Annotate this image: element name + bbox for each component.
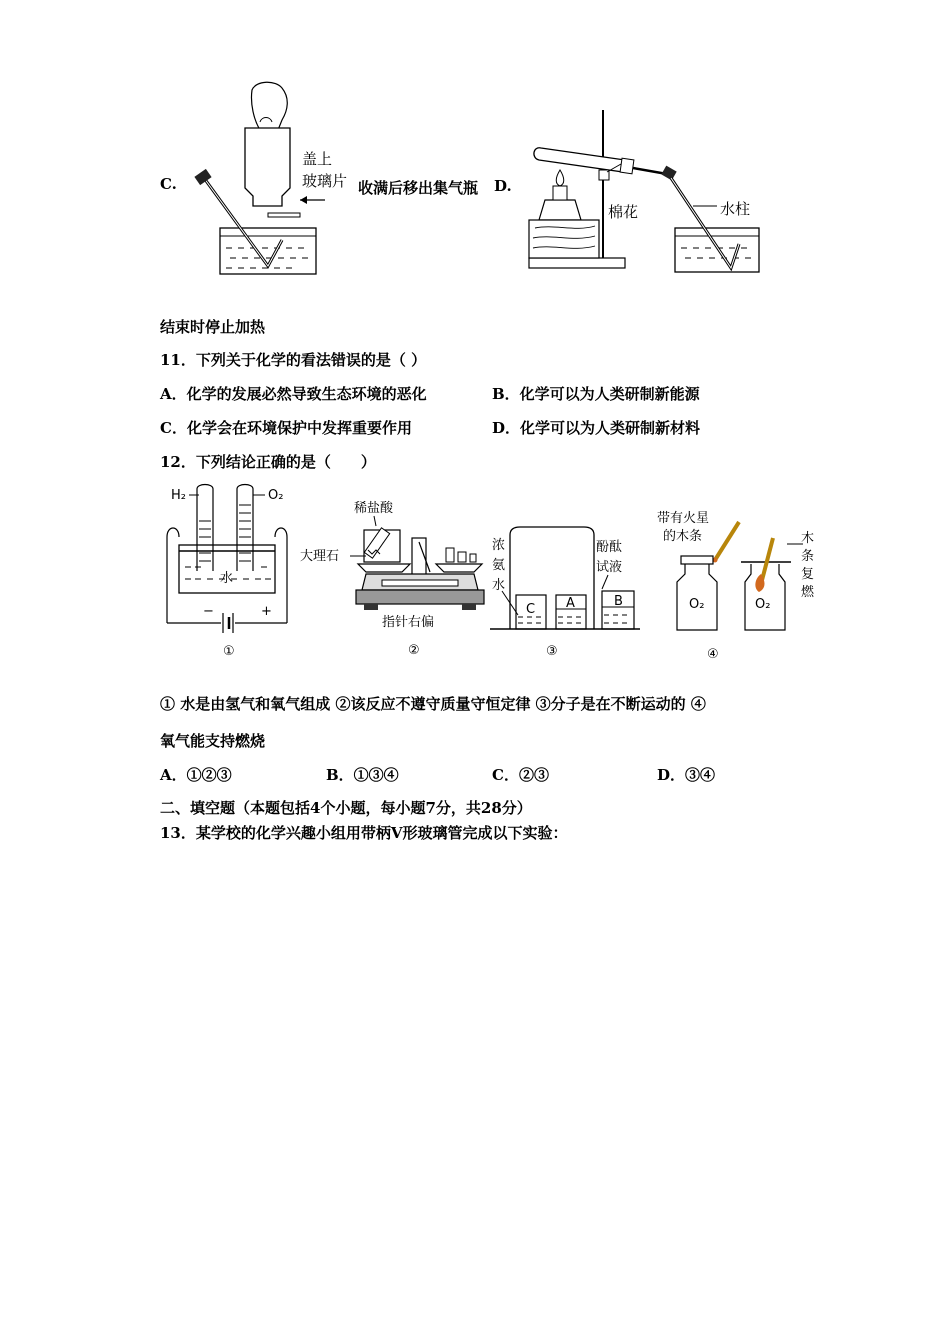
q11-option-d: D．化学可以为人类研制新材料 bbox=[492, 419, 701, 437]
figure-3-diffusion bbox=[490, 525, 640, 660]
section-2-heading: 二、填空题（本题包括4个小题，每小题7分，共28分） bbox=[160, 799, 532, 817]
fig3-c: C bbox=[526, 602, 536, 617]
q12-stem: 12．下列结论正确的是（ ） bbox=[160, 453, 376, 471]
fig3-ammonia-3: 水 bbox=[492, 578, 506, 593]
fig3-b: B bbox=[614, 594, 623, 609]
caption-collect: 收满后移出集气瓶 bbox=[358, 179, 479, 197]
glass-plate bbox=[268, 213, 300, 217]
q12-option-d: D．③④ bbox=[657, 766, 716, 784]
figure-d-heat-tube bbox=[525, 110, 765, 275]
q11-option-c: C．化学会在环境保护中发挥重要作用 bbox=[160, 419, 412, 437]
fig4-o2-left: O₂ bbox=[689, 597, 705, 612]
hand-icon bbox=[251, 82, 287, 130]
fig4-relight-2: 条 bbox=[801, 549, 815, 564]
label-cover: 盖上 bbox=[302, 150, 333, 168]
fig1-water-label: 水 bbox=[220, 571, 234, 586]
option-c-letter: C. bbox=[160, 175, 177, 193]
fig3-phenol-1: 酚酞 bbox=[596, 540, 623, 555]
fig4-relight-4: 燃 bbox=[801, 585, 815, 600]
fig1-minus: − bbox=[203, 604, 214, 619]
label-water-column: 水柱 bbox=[720, 200, 751, 218]
fig3-number: ③ bbox=[546, 644, 558, 659]
q11-stem: 11．下列关于化学的看法错误的是（ ） bbox=[160, 351, 427, 369]
fig4-o2-right: O₂ bbox=[755, 597, 771, 612]
q12-option-a: A．①②③ bbox=[160, 766, 232, 784]
fig1-h2-label: H₂ bbox=[171, 488, 186, 503]
q12-option-c: C．②③ bbox=[492, 766, 549, 784]
wooden-splint bbox=[715, 522, 739, 560]
fig4-stick-1: 带有火星 bbox=[657, 511, 710, 526]
q11-option-a: A．化学的发展必然导致生态环境的恶化 bbox=[160, 385, 427, 403]
fig2-number: ② bbox=[408, 643, 420, 658]
option-d-letter: D. bbox=[494, 177, 512, 195]
fig3-phenol-2: 试液 bbox=[596, 560, 623, 575]
fig3-ammonia-2: 氨 bbox=[492, 558, 506, 573]
fig2-marble-label: 大理石 bbox=[300, 549, 340, 564]
fig4-number: ④ bbox=[707, 647, 719, 662]
figure-1-electrolysis bbox=[165, 485, 295, 660]
gas-jar bbox=[245, 128, 290, 206]
fig2-caption: 指针右偏 bbox=[382, 615, 435, 630]
q11-option-b: B．化学可以为人类研制新能源 bbox=[492, 385, 700, 403]
fig3-ammonia-1: 浓 bbox=[492, 538, 506, 553]
wooden-splint-lit bbox=[761, 538, 773, 584]
q12-statement-line2: 氧气能支持燃烧 bbox=[160, 732, 266, 750]
fig2-acid-label: 稀盐酸 bbox=[354, 501, 394, 516]
test-tube bbox=[534, 148, 625, 172]
label-cotton: 棉花 bbox=[608, 203, 639, 221]
water-trough-d bbox=[675, 228, 759, 272]
fig4-relight-3: 复 bbox=[801, 567, 815, 582]
wood-block bbox=[529, 220, 599, 258]
q13-stem: 13．某学校的化学兴趣小组用带柄V形玻璃管完成以下实验： bbox=[160, 824, 568, 842]
q10-tail-text: 结束时停止加热 bbox=[160, 318, 266, 336]
fig3-a: A bbox=[566, 596, 575, 611]
alcohol-lamp bbox=[539, 200, 581, 220]
figure-2-balance bbox=[298, 498, 488, 658]
q12-option-b: B．①③④ bbox=[326, 766, 399, 784]
fig4-stick-2: 的木条 bbox=[663, 529, 703, 544]
fig1-number: ① bbox=[223, 644, 235, 659]
fig1-plus: + bbox=[261, 604, 272, 619]
fig1-o2-label: O₂ bbox=[268, 488, 284, 503]
figure-4-oxygen-splint bbox=[655, 508, 820, 663]
q12-statement-line1: ① 水是由氢气和氧气组成 ②该反应不遵守质量守恒定律 ③分子是在不断运动的 ④ bbox=[160, 695, 706, 713]
fig4-relight-1: 木 bbox=[801, 531, 815, 546]
label-glass-plate: 玻璃片 bbox=[302, 172, 348, 190]
